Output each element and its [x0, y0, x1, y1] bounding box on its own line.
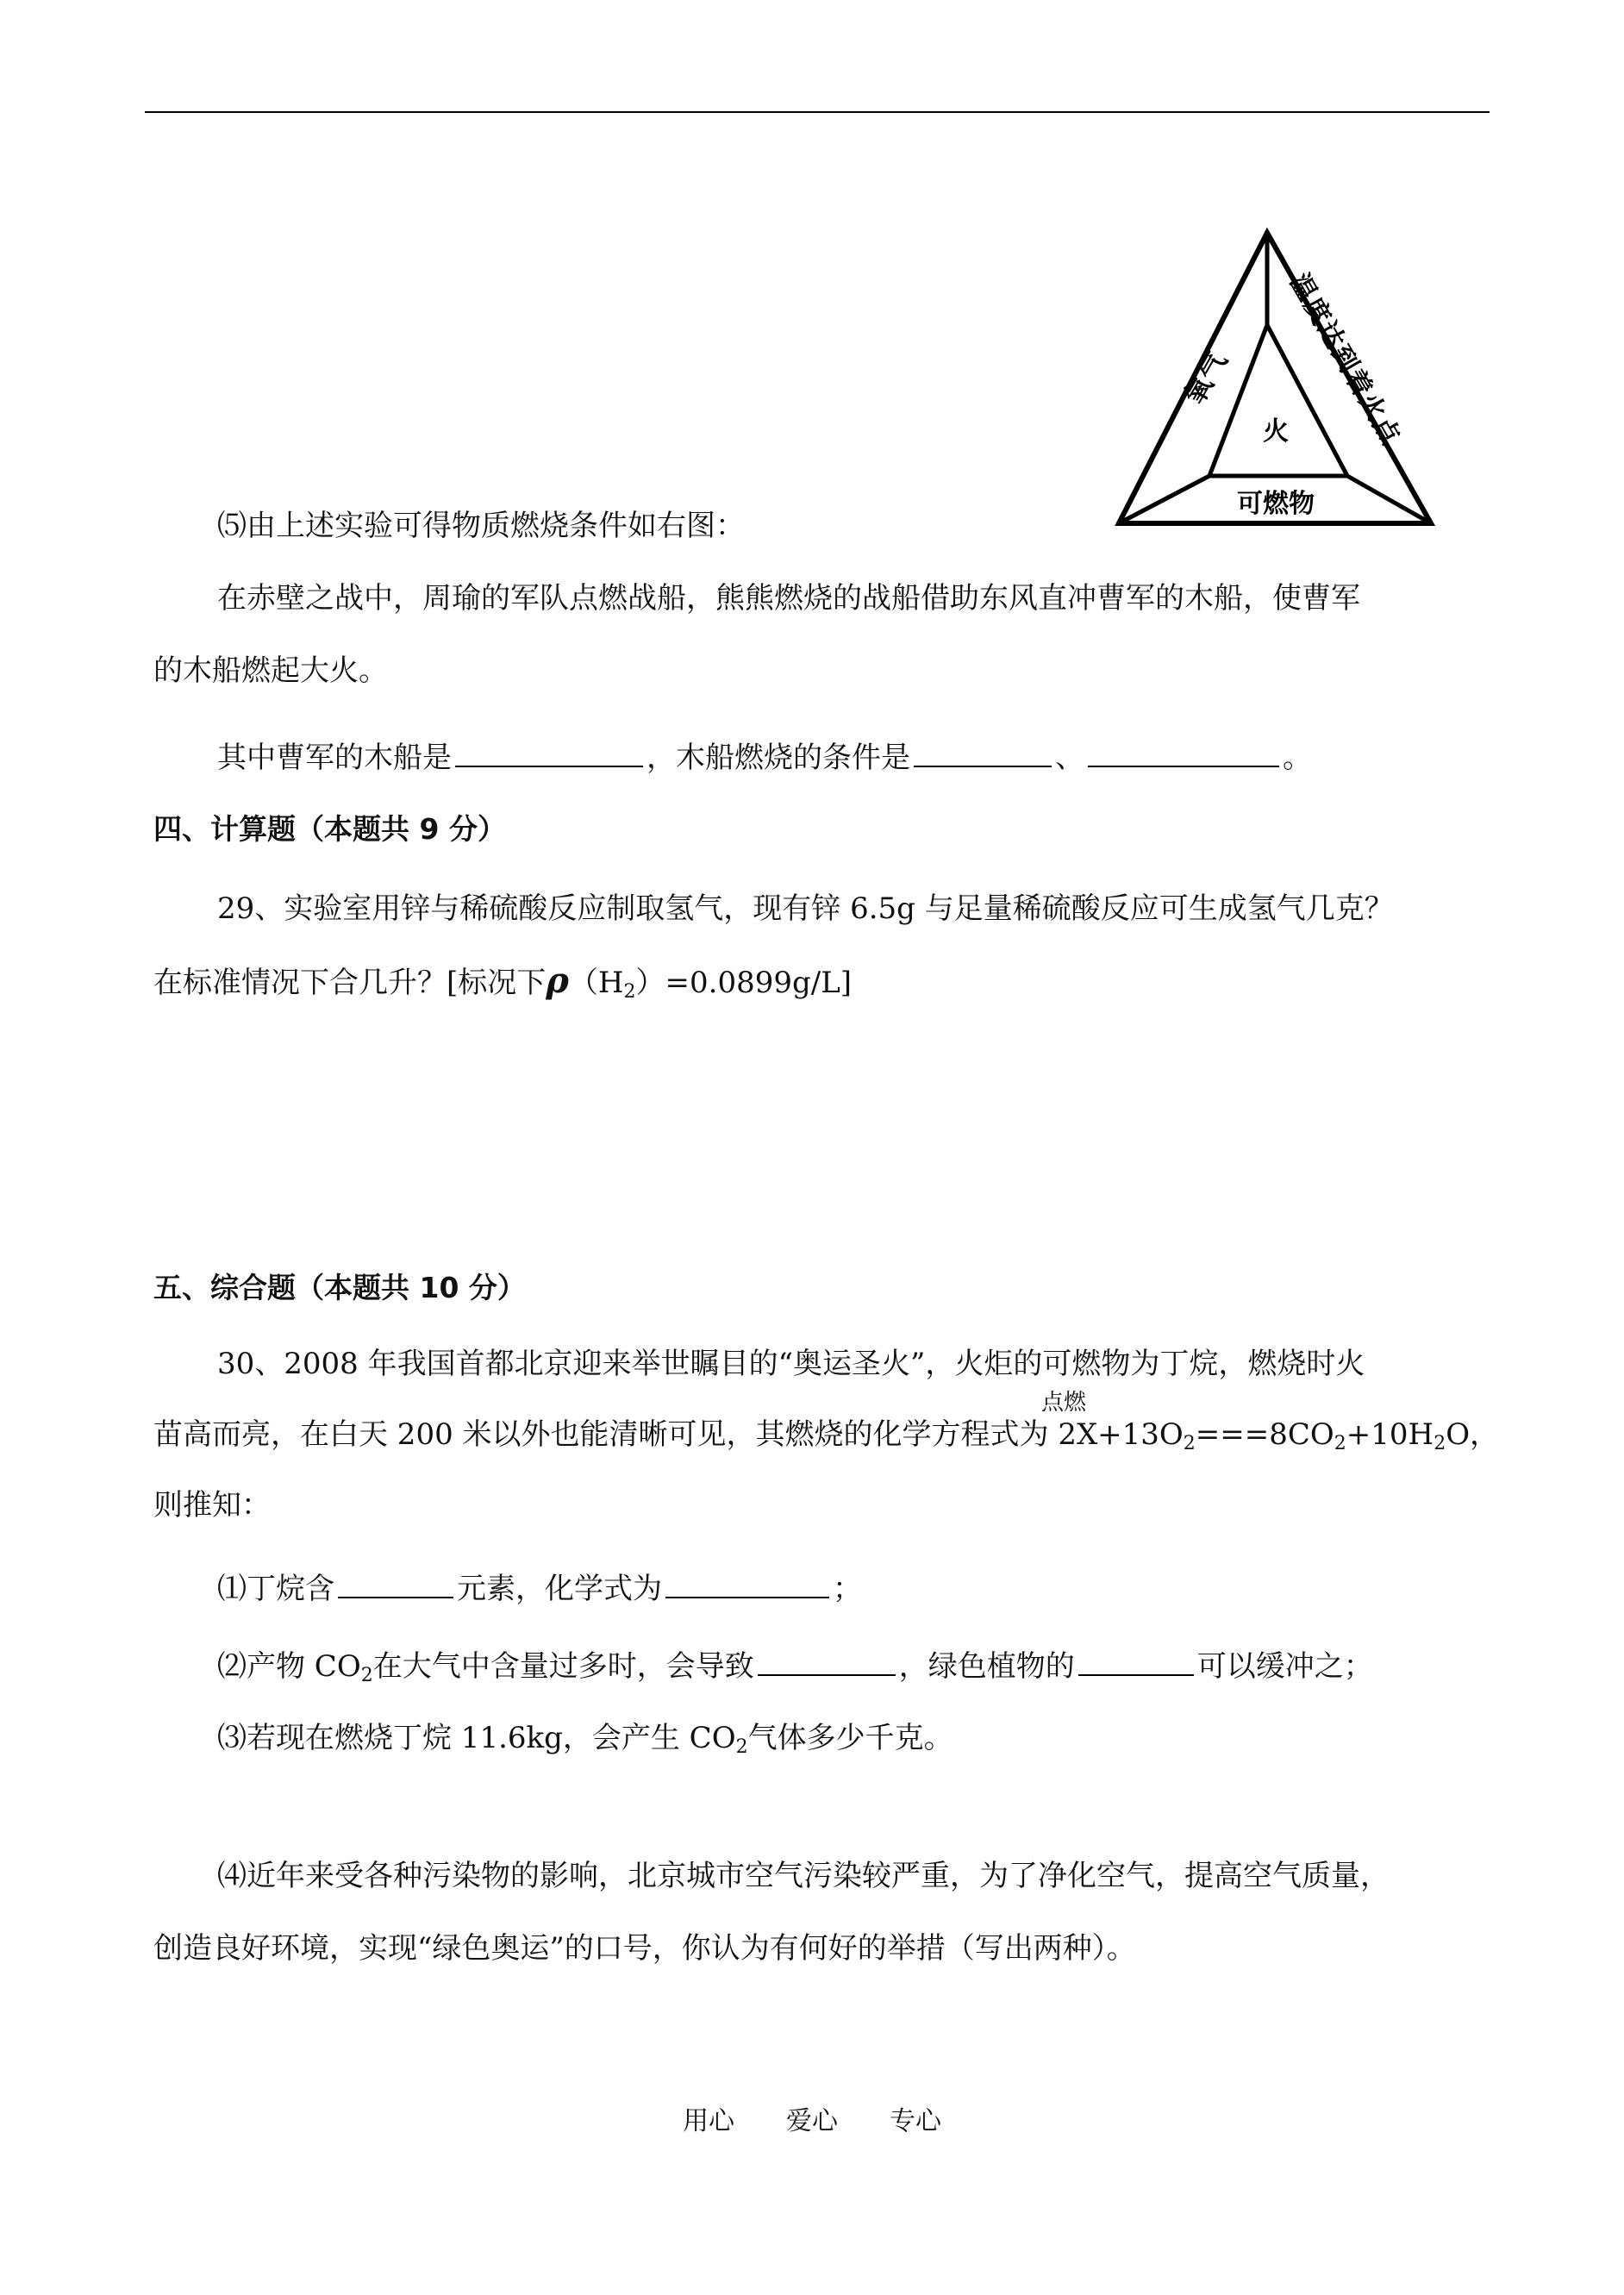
oxygen-label: 氧气 — [1177, 346, 1234, 410]
answer-blank-plant-process[interactable] — [1078, 1645, 1194, 1676]
section4-title: 四、计算题（本题共 9 分） — [153, 812, 506, 846]
rho-symbol: ρ — [546, 960, 569, 1001]
q30-part3: ⑶若现在燃烧丁烷 11.6kg，会产生 $CO_2$气体多少千克。 — [217, 1721, 953, 1758]
q30-line1: 30、2008 年我国首都北京迎来举世瞩目的“奥运圣火”，火炬的可燃物为丁烷，燃烧时火 — [217, 1347, 1365, 1381]
footer-text-3: 专心 — [890, 2106, 941, 2136]
outer-triangle — [1119, 233, 1431, 523]
q28-5-story-line1: 在赤壁之战中，周瑜的军队点燃战船，熊熊燃烧的战船借助东风直冲曹军的木船，使曹军 — [217, 581, 1360, 616]
answer-blank-condition-1[interactable] — [914, 736, 1052, 767]
q30-line2: 苗高而亮，在白天 200 米以外也能清晰可见，其燃烧的化学方程式为 $2X+13O_2===8CO_2+10H_2O$， — [153, 1417, 1500, 1454]
q30-part4-line1: ⑷近年来受各种污染物的影响，北京城市空气污染较严重，为了净化空气，提高空气质量， — [217, 1859, 1390, 1893]
section5-title: 五、综合题（本题共 10 分） — [153, 1271, 526, 1304]
fuel-label: 可燃物 — [1237, 489, 1315, 519]
q30-part2: ⑵产物 $CO_2$在大气中含量过多时，会导致 ，绿色植物的 可以缓冲之； — [217, 1645, 1373, 1685]
q28-5-question: 其中曹军的木船是 ，木船燃烧的条件是 、 。 — [217, 736, 1312, 777]
q29-line2: 在标准情况下合几升？[标况下$\rho(H_2)=0.0899g/L$] — [153, 960, 853, 1003]
footer-text-2: 爱心 — [786, 2106, 838, 2136]
answer-blank-elements[interactable] — [338, 1567, 453, 1598]
answer-blank-formula[interactable] — [665, 1567, 829, 1598]
q30-part1: ⑴丁烷含 元素，化学式为 ； — [217, 1567, 862, 1608]
fire-label: 火 — [1263, 416, 1289, 447]
q30-line3: 则推知： — [153, 1488, 271, 1523]
temperature-label: 温度达到着火点 — [1284, 268, 1407, 451]
fire-triangle-diagram — [1112, 226, 1440, 528]
q30-part4-line2: 创造良好环境，实现“绿色奥运”的口号，你认为有何好的举措（写出两种）。 — [153, 1931, 1136, 1966]
q28-5-story-line2: 的木船燃起大火。 — [153, 653, 388, 688]
answer-blank-ship[interactable] — [455, 736, 643, 767]
q29-line1: 29、实验室用锌与稀硫酸反应制取氢气，现有锌 6.5g 与足量稀硫酸反应可生成氢气几克？ — [217, 891, 1394, 926]
answer-blank-condition-2[interactable] — [1088, 736, 1279, 767]
ignite-label: 点燃 — [1041, 1390, 1087, 1416]
page-footer — [0, 2099, 1624, 2137]
footer-text-1: 用心 — [683, 2106, 734, 2136]
answer-blank-effect[interactable] — [758, 1645, 896, 1676]
q28-5-intro: ⑸由上述实验可得物质燃烧条件如右图： — [217, 509, 745, 543]
header-rule — [145, 111, 1490, 113]
